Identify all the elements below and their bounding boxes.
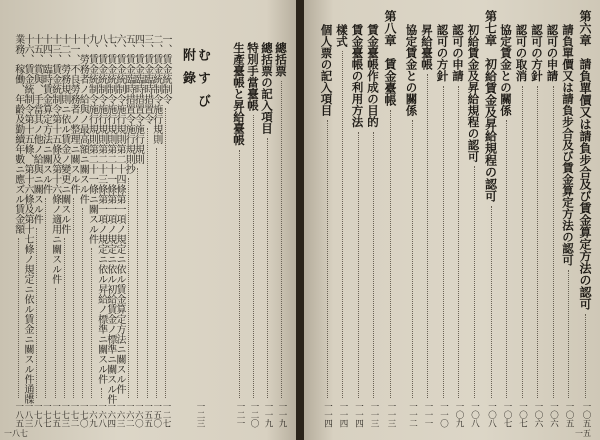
appendix-entry-12-title: 十三、賃金統制令第十五條及第十六條ノ適用ニ關スル件	[49, 34, 61, 284]
appendix-entry-5-page-number: 一六三	[115, 402, 125, 428]
appendix-entry-4-page-number: 一六二	[124, 402, 135, 428]
appendix-entry-0-title: 一、賃金統制令	[160, 34, 171, 104]
appendix-entry-13-page-number: 一七七	[41, 402, 52, 428]
appendix-entry-2-leader	[147, 128, 148, 398]
appendix-entry-6-title: 七、賃金統制令施行規則第二十一條第一項ノ規定ニ依ル初給賃金ノ標準ニ關スル件	[104, 34, 116, 404]
right-toc-entry-3-title: 認可の方針	[530, 24, 544, 82]
right-toc-entry-1-page-number: 一〇五	[564, 402, 574, 428]
right-toc-entry-13-leader	[373, 132, 374, 399]
right-toc-entry-6-page-number: 一〇八	[486, 402, 497, 428]
right-toc-entry-8-page-number: 一〇九	[454, 402, 464, 428]
right-toc-entry-0-title: 第六章 請負單價又は請負步合及び賃金算定方法の認可	[578, 10, 592, 310]
appendix-entry-14-page-number: 一七八	[32, 402, 43, 428]
footer-left-number: 一八七	[4, 429, 28, 438]
right-toc-entry-4-title: 認可の取消	[514, 24, 529, 82]
appendix-entry-7-leader	[101, 388, 102, 398]
right-toc-entry-10-title: 昇給臺帳	[420, 24, 434, 70]
right-toc-entry-11-page-number: 一一二	[407, 402, 418, 428]
right-toc-entry-9-title: 認可の方針	[435, 24, 450, 82]
appendix-entry-1-title: 二、賃金統制令施行規則	[150, 34, 162, 144]
appendix-entry-14-leader	[36, 228, 37, 398]
appendix-entry-0-leader	[165, 108, 166, 398]
right-toc-entry-11-leader	[412, 120, 413, 398]
right-toc-entry-2-leader	[553, 86, 554, 399]
right-toc-entry-2-page-number: 一〇六	[548, 402, 559, 428]
left-toc-entry-1-page-number: 一一九	[263, 402, 273, 428]
right-toc-entry-2-title: 認可の申請	[545, 24, 560, 82]
left-toc-entry-1-leader	[267, 138, 268, 398]
right-toc-entry-4-page-number: 一〇七	[517, 402, 528, 428]
appendix-entry-0-page-number: 一二七	[161, 402, 171, 428]
right-toc-entry-15-leader	[342, 51, 343, 398]
right-toc-entry-1-title: 請負單價又は請負步合及び賃金算定方法の認可	[561, 24, 575, 266]
right-toc-entry-16-leader	[327, 120, 328, 398]
appendix-entry-13-leader	[45, 198, 46, 398]
right-toc-entry-3-page-number: 一〇六	[533, 402, 543, 428]
appendix-entry-9-page-number: 一七〇	[78, 402, 89, 428]
right-toc-entry-14-leader	[358, 132, 359, 399]
right-toc-entry-15-page-number: 一一四	[338, 402, 348, 428]
right-toc-entry-12-page-number: 一一三	[386, 402, 396, 428]
right-toc-entry-14-title: 賃金臺帳の利用方法	[350, 24, 365, 128]
right-toc-entry-6-leader	[491, 206, 492, 398]
appendix-entry-6-page-number: 一六四	[105, 402, 116, 428]
right-toc-entry-7-leader	[474, 166, 475, 398]
appendix-entry-11-leader	[64, 238, 65, 398]
right-toc-entry-11-title: 協定賃金との關係	[404, 24, 419, 116]
right-toc-entry-10-leader	[427, 74, 428, 398]
appendix-entry-8-page-number: 一六九	[87, 402, 98, 428]
right-toc-entry-4-leader	[522, 86, 523, 399]
appendix-entry-11-page-number: 一七三	[59, 402, 70, 428]
right-toc-entry-5-leader	[506, 120, 507, 398]
left-toc-entry-0-leader	[281, 81, 282, 399]
right-toc-entry-0-page-number: 一〇五	[581, 402, 591, 428]
left-toc-entry-3-page-number: 一二一	[235, 402, 245, 428]
appendix-entry-16-leader	[18, 238, 19, 398]
right-toc-entry-5-title: 協定賃金との關係	[499, 24, 513, 116]
right-toc-entry-12-title: 第八章 賃金臺帳	[383, 10, 397, 106]
right-toc-entry-7-page-number: 一〇八	[469, 402, 480, 428]
musubi-heading: むすび	[195, 48, 210, 117]
appendix-entry-4-title: 五、賃金臨時措置令施行規則抄	[123, 34, 135, 174]
right-toc-entry-14-page-number: 一一四	[353, 402, 364, 428]
appendix-entry-13-title: 十四、臨時賃金算定方法ニ關スル件	[40, 34, 52, 194]
left-toc-entry-3-title: 生產臺帳と昇給臺帳	[232, 42, 246, 146]
appendix-entry-9-title: 十、勞務者ノ給與ノ最高額ニ關スル件	[77, 34, 89, 204]
appendix-entry-7-page-number: 一六八	[96, 402, 107, 428]
appendix-entry-9-leader	[82, 208, 83, 398]
right-toc-entry-3-leader	[537, 86, 538, 399]
appendix-entry-10-title: 十一、不良勞務者ノ整理ニ關スル件	[68, 34, 79, 194]
right-toc-entry-5-page-number: 一〇七	[502, 402, 512, 428]
right-toc-entry-16-page-number: 一一四	[322, 402, 333, 428]
appendix-entry-14-title: 十五、賞與、手當其ノ他ノ給與ニ關スル件	[31, 34, 43, 224]
left-toc-entry-3-leader	[239, 150, 240, 399]
appendix-entry-2-title: 三、賃金臨時措置令	[141, 34, 153, 124]
right-toc-entry-1-leader	[568, 270, 569, 399]
right-toc-entry-15-title: 樣式	[335, 24, 349, 47]
right-toc-entry-6-title: 第七章 初給賃金及昇給規程の認可	[483, 10, 498, 202]
right-toc-entry-9-page-number: 一一〇	[438, 402, 449, 428]
appendix-entry-3-title: 四、賃金臨時措置令施行規則	[132, 34, 144, 164]
right-toc-entry-8-leader	[458, 86, 459, 399]
appendix-entry-16-page-number: 一八五	[13, 402, 24, 428]
appendix-entry-5-title: 六、賃金統制令施行規則第二十四條第一項ノ規定ニ依ル賃金算定方法ニ關スル件	[114, 34, 125, 394]
appendix-entry-1-page-number: 一五〇	[151, 402, 162, 428]
appendix-entry-4-leader	[128, 178, 129, 398]
left-toc-entry-1-title: 總括票の記入項目	[260, 42, 274, 134]
left-toc-entry-2-page-number: 一二〇	[249, 402, 259, 428]
right-toc-entry-16-title: 個人票の記入項目	[319, 24, 334, 116]
left-toc-entry-0-page-number: 一一九	[277, 402, 287, 428]
appendix-entry-10-leader	[73, 198, 74, 398]
appendix-entry-1-leader	[156, 148, 157, 398]
footer-right-number: 一五	[575, 429, 591, 438]
appendix-heading: 附錄	[180, 48, 195, 94]
appendix-entry-10-page-number: 一七二	[69, 402, 79, 428]
right-toc-entry-9-leader	[443, 86, 444, 399]
appendix-entry-15-title: 十六、賃金統制令第十五條、第十六條及第十七條ノ規定ニ依ル賃金ニ關スル件通牒	[22, 34, 33, 404]
book-gutter	[296, 0, 304, 440]
appendix-entry-15-page-number: 一八三	[23, 402, 33, 428]
appendix-entry-16-title: 業務、稼働、年齡及勤續年數ニ應ズル賃金額	[12, 34, 24, 234]
appendix-entry-2-page-number: 一五五	[142, 402, 153, 428]
right-toc-entry-7-title: 初給賃金及昇給規程の認可	[466, 24, 481, 162]
right-toc-entry-13-page-number: 一一三	[369, 402, 379, 428]
right-toc-entry-0-leader	[585, 314, 586, 398]
appendix-entry-3-page-number: 一六〇	[133, 402, 144, 428]
appendix-entry-8-title: 九、賃金統制令施行規則第二十一條ニ關スル件	[86, 34, 98, 244]
musubi-page-number: 一二三	[195, 402, 205, 428]
right-toc-entry-12-leader	[390, 110, 391, 398]
right-toc-entry-13-title: 賃金臺帳作成の目的	[366, 24, 380, 128]
left-toc-entry-0-title: 總括票	[274, 42, 288, 77]
right-toc-entry-10-page-number: 一一一	[423, 402, 433, 428]
appendix-entry-12-page-number: 一七五	[50, 402, 61, 428]
appendix-entry-12-leader	[55, 288, 56, 398]
appendix-entry-8-leader	[91, 248, 92, 398]
left-toc-entry-2-leader	[253, 115, 254, 398]
left-toc-entry-2-title: 特別手當臺帳	[246, 42, 260, 111]
appendix-entry-3-leader	[137, 168, 138, 398]
right-toc-entry-8-title: 認可の申請	[451, 24, 465, 82]
appendix-entry-7-title: 八、賃金統制令施行規則第二十三條第一項ノ規定ニ依ル昇給ノ標準ニ關スル件	[95, 34, 107, 384]
appendix-entry-11-title: 十二、勞務規則ニ依ル賃金ノ變更ニ關スル件	[58, 34, 70, 234]
